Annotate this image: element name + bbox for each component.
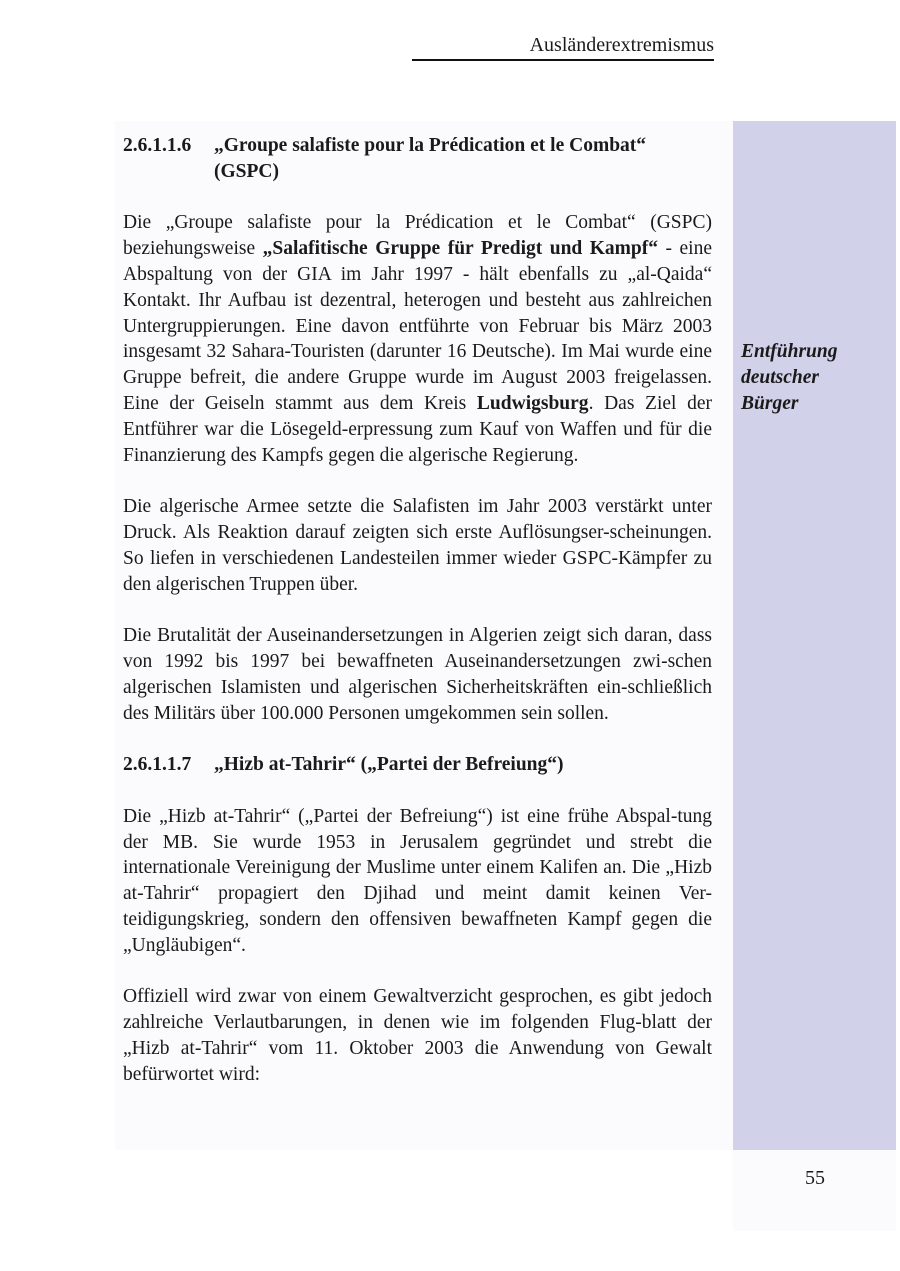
paragraph: Die „Groupe salafiste pour la Prédication et le Combat“ (GSPC) beziehungsweise „Salafitische Gruppe für Predigt und Kampf“ - eine Abspaltung von der GIA im Jahr 1997 - hält ebenfalls zu „al-Qaida“ Kontakt. Ihr Aufbau ist dezentral, heterogen und besteht aus zahlreichen Untergruppierungen. Eine davon entführte von Februar bis März 2003 insgesamt 32 Sahara-Touristen (darunter 16 Deutsche). Im Mai wurde eine Gruppe befreit, die andere Gruppe wurde im August 2003 freigelassen. Eine der Geiseln stammt aus dem Kreis Ludwigsburg. Das Ziel der Entführer war die Lösegeld-erpressung zum Kauf von Waffen und für die Finanzierung des Kampfs gegen die algerische Regierung.: [123, 212, 712, 466]
margin-note-line: Bürger: [741, 392, 799, 414]
paragraph: Die Brutalität der Auseinandersetzungen in Algerien zeigt sich daran, dass von 1992 bis 1997 bei bewaffneten Auseinandersetzungen zwi-schen algerischen Islamisten und algerischen Sicherheitskräften ein-schließlich des Militärs über 100.000 Personen umgekommen sein sollen.: [123, 625, 712, 724]
page-number: 55: [805, 1167, 825, 1189]
page-content: [123, 133, 712, 1087]
section-title: „Groupe salafiste pour la Prédication et le Combat“ (GSPC): [214, 135, 647, 182]
section-number: 2.6.1.1.6: [123, 135, 192, 156]
section-number: 2.6.1.1.7: [123, 754, 192, 776]
running-head: Ausländerextremismus: [412, 32, 714, 61]
paragraph: Die „Hizb at-Tahrir“ („Partei der Befreiung“) ist eine frühe Abspal-tung der MB. Sie wurde 1953 in Jerusalem gegründet und strebt die internationale Vereinigung der Muslime unter einem Kalifen an. Die „Hizb at-Tahrir“ propagiert den Djihad und meint damit keinen Ver-teidigungskrieg, sondern den offensiven bewaffneten Kampf gegen die „Ungläubigen“.: [123, 805, 712, 956]
margin-panel: [733, 121, 896, 1150]
margin-note-line: Entführung: [741, 341, 838, 362]
margin-note: [741, 339, 891, 416]
margin-note-line: deutscher: [741, 366, 819, 388]
paragraph: Die algerische Armee setzte die Salafisten im Jahr 2003 verstärkt unter Druck. Als Reaktion darauf zeigten sich erste Auflösungser-scheinungen. So liefen in verschiedenen Landesteilen immer wieder GSPC-Kämpfer zu den algerischen Truppen über.: [123, 496, 712, 595]
section-heading-hizb: [123, 752, 712, 778]
bold-term: Ludwigsburg: [476, 392, 589, 414]
paragraph: Offiziell wird zwar von einem Gewaltverzicht gesprochen, es gibt jedoch zahlreiche Verlautbarungen, in denen wie im folgenden Flug-blatt der „Hizb at-Tahrir“ vom 11. Oktober 2003 die Anwendung von Gewalt befürwortet wird:: [123, 986, 712, 1085]
section-title: „Hizb at-Tahrir“ („Partei der Befreiung“): [214, 754, 564, 776]
bold-term: „Salafitische Gruppe für Predigt und Kampf“: [262, 238, 659, 260]
section-heading-gspc: [123, 133, 712, 185]
